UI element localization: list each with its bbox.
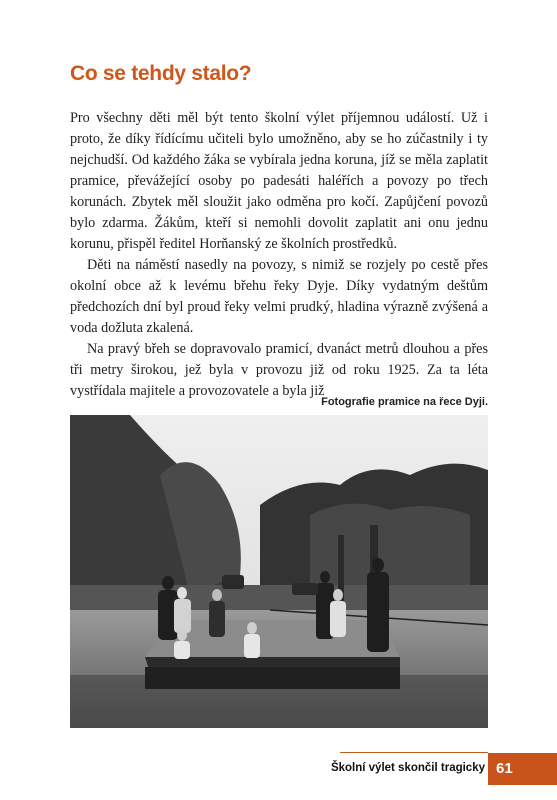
running-title: Školní výlet skončil tragicky [330,762,485,774]
right-trees-highlight [310,504,470,590]
paragraph-1: Pro všechny děti měl být tento školní výlet příjemnou událostí. Už i proto, že díky řídícímu učiteli bylo umožněno, aby se ho zúčastnily i ty nejchudší. Od každého žáka se vybírala jedna koruna, jíž se měla zaplatit pramice, převážející osoby po padesáti haléřích a povozy po třech korunách. Zbytek měl sloužit jako odměna pro kočí. Zapůjčení povozů bylo zdarma. Žákům, kteří si nemohli dovolit zaplatit ani onu jednu korunu, přispěl ředitel Horňanský ze školních prostředků. [70,110,488,252]
paragraph-2: Děti na náměstí nasedly na povozy, s nimiž se rozjely po cestě přes okolní obce až k levému břehu řeky Dyje. Díky vydatným deštům předchozích dní byl proud řeky velmi prudký, hladina výrazně zvýšená a voda dožluta zkalená. [70,257,488,336]
paragraph-3: Na pravý břeh se dopravovalo pramicí, dvanáct metrů dlouhou a přes tři metry širokou, jež byla v provozu již od roku 1925. Za ta léta vystřídala majitele a provozovatele a byla již [70,341,488,399]
figure-caption: Fotografie pramice na řece Dyji. [321,396,488,408]
section-heading: Co se tehdy stalo? [70,62,252,85]
ferry-photo [70,415,488,728]
footer-rule [340,752,488,753]
ferry-photo-illustration [70,415,488,728]
body-text [70,108,488,402]
ferry-hull [145,667,400,689]
page-number: 61 [488,753,557,785]
